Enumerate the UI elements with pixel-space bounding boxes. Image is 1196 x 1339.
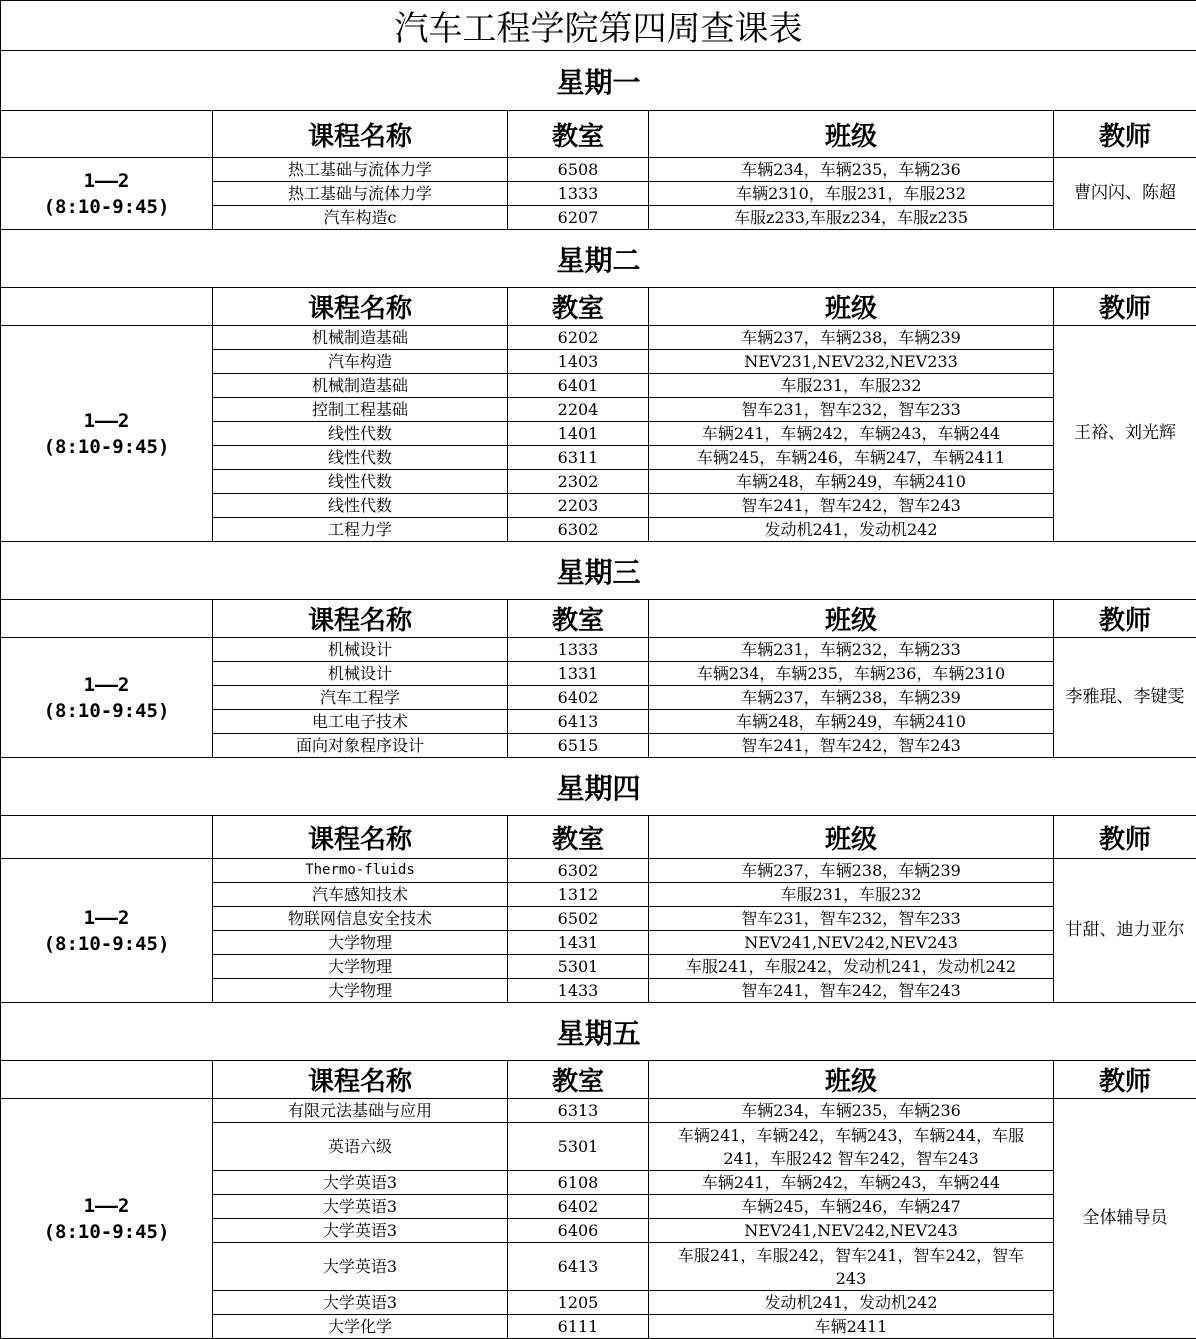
header-course: 课程名称	[213, 111, 508, 158]
header-teacher: 教师	[1054, 1061, 1196, 1099]
header-blank-cell	[1, 111, 213, 158]
header-room: 教室	[508, 288, 649, 326]
course-cell: 电工电子技术	[213, 710, 508, 734]
table-row	[1, 326, 1196, 350]
room-cell: 6402	[508, 686, 649, 710]
header-blank-cell	[1, 600, 213, 638]
course-cell: 面向对象程序设计	[213, 734, 508, 758]
course-cell: 大学英语3	[213, 1219, 508, 1243]
room-cell: 1433	[508, 979, 649, 1003]
course-cell: 机械制造基础	[213, 374, 508, 398]
header-room: 教室	[508, 816, 649, 859]
room-cell: 1331	[508, 662, 649, 686]
table-row	[1, 859, 1196, 883]
room-cell: 6111	[508, 1315, 649, 1339]
header-blank-cell	[1, 288, 213, 326]
course-cell: 线性代数	[213, 446, 508, 470]
header-course: 课程名称	[213, 816, 508, 859]
period-time: (8:10-9:45)	[1, 1219, 212, 1245]
room-cell: 1401	[508, 422, 649, 446]
period-time: (8:10-9:45)	[1, 194, 212, 220]
classes-cell: 车辆241，车辆242，车辆243，车辆244	[649, 1171, 1054, 1195]
course-cell: 机械设计	[213, 662, 508, 686]
period-cell	[1, 1099, 213, 1339]
course-cell: 汽车构造c	[213, 206, 508, 230]
day-heading-row	[1, 51, 1196, 111]
column-header-row	[1, 111, 1196, 158]
course-cell: 有限元法基础与应用	[213, 1099, 508, 1123]
title-row	[1, 1, 1196, 51]
table-row	[1, 1099, 1196, 1123]
period-cell	[1, 326, 213, 542]
period-time: (8:10-9:45)	[1, 931, 212, 957]
room-cell: 5301	[508, 1123, 649, 1171]
room-cell: 6406	[508, 1219, 649, 1243]
course-cell: 工程力学	[213, 518, 508, 542]
classes-cell: 智车231，智车232，智车233	[649, 907, 1054, 931]
period-number: 1——2	[1, 905, 212, 931]
day-heading-row	[1, 542, 1196, 600]
classes-cell: 车辆237，车辆238，车辆239	[649, 859, 1054, 883]
period-number: 1——2	[1, 168, 212, 194]
period-number: 1——2	[1, 672, 212, 698]
classes-cell: 车辆2411	[649, 1315, 1054, 1339]
course-cell: 大学物理	[213, 955, 508, 979]
header-classes: 班级	[649, 288, 1054, 326]
header-blank-cell	[1, 1061, 213, 1099]
room-cell: 1333	[508, 182, 649, 206]
room-cell: 6108	[508, 1171, 649, 1195]
course-cell: 物联网信息安全技术	[213, 907, 508, 931]
day-heading: 星期三	[1, 542, 1196, 600]
period-number: 1——2	[1, 408, 212, 434]
room-cell: 6202	[508, 326, 649, 350]
room-cell: 1431	[508, 931, 649, 955]
table-row	[1, 158, 1196, 182]
classes-cell: 车辆248，车辆249，车辆2410	[649, 710, 1054, 734]
course-cell: 大学英语3	[213, 1195, 508, 1219]
day-heading: 星期四	[1, 758, 1196, 816]
teacher-cell: 王裕、刘光辉	[1054, 326, 1196, 542]
classes-cell: NEV241,NEV242,NEV243	[649, 931, 1054, 955]
course-cell: 线性代数	[213, 470, 508, 494]
classes-cell: 车辆241，车辆242，车辆243，车辆244，车服241，车服242 智车242，智车243	[649, 1123, 1054, 1171]
header-classes: 班级	[649, 1061, 1054, 1099]
course-cell: 大学化学	[213, 1315, 508, 1339]
classes-cell: 车辆241，车辆242，车辆243，车辆244	[649, 422, 1054, 446]
classes-cell: 车辆234，车辆235，车辆236	[649, 1099, 1054, 1123]
course-cell: 大学英语3	[213, 1243, 508, 1291]
room-cell: 2204	[508, 398, 649, 422]
header-course: 课程名称	[213, 288, 508, 326]
day-heading-row	[1, 230, 1196, 288]
header-classes: 班级	[649, 600, 1054, 638]
room-cell: 1403	[508, 350, 649, 374]
room-cell: 6508	[508, 158, 649, 182]
course-cell: 大学英语3	[213, 1171, 508, 1195]
classes-cell: 车辆231，车辆232，车辆233	[649, 638, 1054, 662]
day-heading-row	[1, 1003, 1196, 1061]
classes-cell: 智车241，智车242，智车243	[649, 734, 1054, 758]
classes-cell: 发动机241，发动机242	[649, 1291, 1054, 1315]
teacher-cell: 甘甜、迪力亚尔	[1054, 859, 1196, 1003]
course-cell: 控制工程基础	[213, 398, 508, 422]
room-cell: 6413	[508, 710, 649, 734]
course-cell: 热工基础与流体力学	[213, 182, 508, 206]
classes-cell: 智车241，智车242，智车243	[649, 979, 1054, 1003]
day-heading-row	[1, 758, 1196, 816]
header-teacher: 教师	[1054, 288, 1196, 326]
teacher-cell: 李雅琨、李键雯	[1054, 638, 1196, 758]
room-cell: 5301	[508, 955, 649, 979]
room-cell: 6401	[508, 374, 649, 398]
room-cell: 1312	[508, 883, 649, 907]
classes-cell: 车辆237，车辆238，车辆239	[649, 686, 1054, 710]
course-cell: Thermo-fluids	[213, 859, 508, 883]
column-header-row	[1, 1061, 1196, 1099]
period-cell	[1, 638, 213, 758]
header-blank-cell	[1, 816, 213, 859]
room-cell: 6302	[508, 859, 649, 883]
course-cell: 热工基础与流体力学	[213, 158, 508, 182]
header-room: 教室	[508, 1061, 649, 1099]
column-header-row	[1, 816, 1196, 859]
period-number: 1——2	[1, 1193, 212, 1219]
room-cell: 6313	[508, 1099, 649, 1123]
teacher-cell: 曹闪闪、陈超	[1054, 158, 1196, 230]
room-cell: 1205	[508, 1291, 649, 1315]
classes-cell: 车辆234，车辆235，车辆236	[649, 158, 1054, 182]
page-title: 汽车工程学院第四周查课表	[1, 1, 1196, 51]
course-cell: 汽车感知技术	[213, 883, 508, 907]
classes-cell: 智车241，智车242，智车243	[649, 494, 1054, 518]
classes-cell: 车服231，车服232	[649, 374, 1054, 398]
room-cell: 6515	[508, 734, 649, 758]
header-teacher: 教师	[1054, 816, 1196, 859]
course-cell: 英语六级	[213, 1123, 508, 1171]
classes-cell: 车服241，车服242，发动机241，发动机242	[649, 955, 1054, 979]
header-teacher: 教师	[1054, 111, 1196, 158]
room-cell: 6502	[508, 907, 649, 931]
classes-cell: 智车231，智车232，智车233	[649, 398, 1054, 422]
day-heading: 星期一	[1, 51, 1196, 111]
course-cell: 大学物理	[213, 979, 508, 1003]
classes-cell: NEV231,NEV232,NEV233	[649, 350, 1054, 374]
table-row	[1, 638, 1196, 662]
header-classes: 班级	[649, 816, 1054, 859]
room-cell: 6207	[508, 206, 649, 230]
classes-cell: 车服231，车服232	[649, 883, 1054, 907]
room-cell: 6302	[508, 518, 649, 542]
day-heading: 星期五	[1, 1003, 1196, 1061]
classes-cell: 车服241，车服242，智车241，智车242，智车243	[649, 1243, 1054, 1291]
header-room: 教室	[508, 111, 649, 158]
room-cell: 1333	[508, 638, 649, 662]
period-time: (8:10-9:45)	[1, 698, 212, 724]
course-cell: 机械设计	[213, 638, 508, 662]
column-header-row	[1, 600, 1196, 638]
day-heading: 星期二	[1, 230, 1196, 288]
course-cell: 大学物理	[213, 931, 508, 955]
classes-cell: 车辆237，车辆238，车辆239	[649, 326, 1054, 350]
course-cell: 大学英语3	[213, 1291, 508, 1315]
classes-cell: 发动机241，发动机242	[649, 518, 1054, 542]
header-course: 课程名称	[213, 1061, 508, 1099]
room-cell: 6413	[508, 1243, 649, 1291]
period-cell	[1, 859, 213, 1003]
course-cell: 线性代数	[213, 422, 508, 446]
classes-cell: 车服z233,车服z234，车服z235	[649, 206, 1054, 230]
course-cell: 汽车构造	[213, 350, 508, 374]
room-cell: 2203	[508, 494, 649, 518]
course-cell: 线性代数	[213, 494, 508, 518]
teacher-cell: 全体辅导员	[1054, 1099, 1196, 1339]
room-cell: 6311	[508, 446, 649, 470]
room-cell: 2302	[508, 470, 649, 494]
classes-cell: 车辆245，车辆246，车辆247	[649, 1195, 1054, 1219]
classes-cell: 车辆234，车辆235，车辆236，车辆2310	[649, 662, 1054, 686]
classes-cell: 车辆248，车辆249，车辆2410	[649, 470, 1054, 494]
header-course: 课程名称	[213, 600, 508, 638]
column-header-row	[1, 288, 1196, 326]
period-cell	[1, 158, 213, 230]
course-cell: 机械制造基础	[213, 326, 508, 350]
classes-cell: 车辆2310，车服231，车服232	[649, 182, 1054, 206]
period-time: (8:10-9:45)	[1, 434, 212, 460]
course-cell: 汽车工程学	[213, 686, 508, 710]
header-teacher: 教师	[1054, 600, 1196, 638]
header-room: 教室	[508, 600, 649, 638]
classes-cell: 车辆245，车辆246，车辆247，车辆2411	[649, 446, 1054, 470]
classes-cell: NEV241,NEV242,NEV243	[649, 1219, 1054, 1243]
room-cell: 6402	[508, 1195, 649, 1219]
header-classes: 班级	[649, 111, 1054, 158]
